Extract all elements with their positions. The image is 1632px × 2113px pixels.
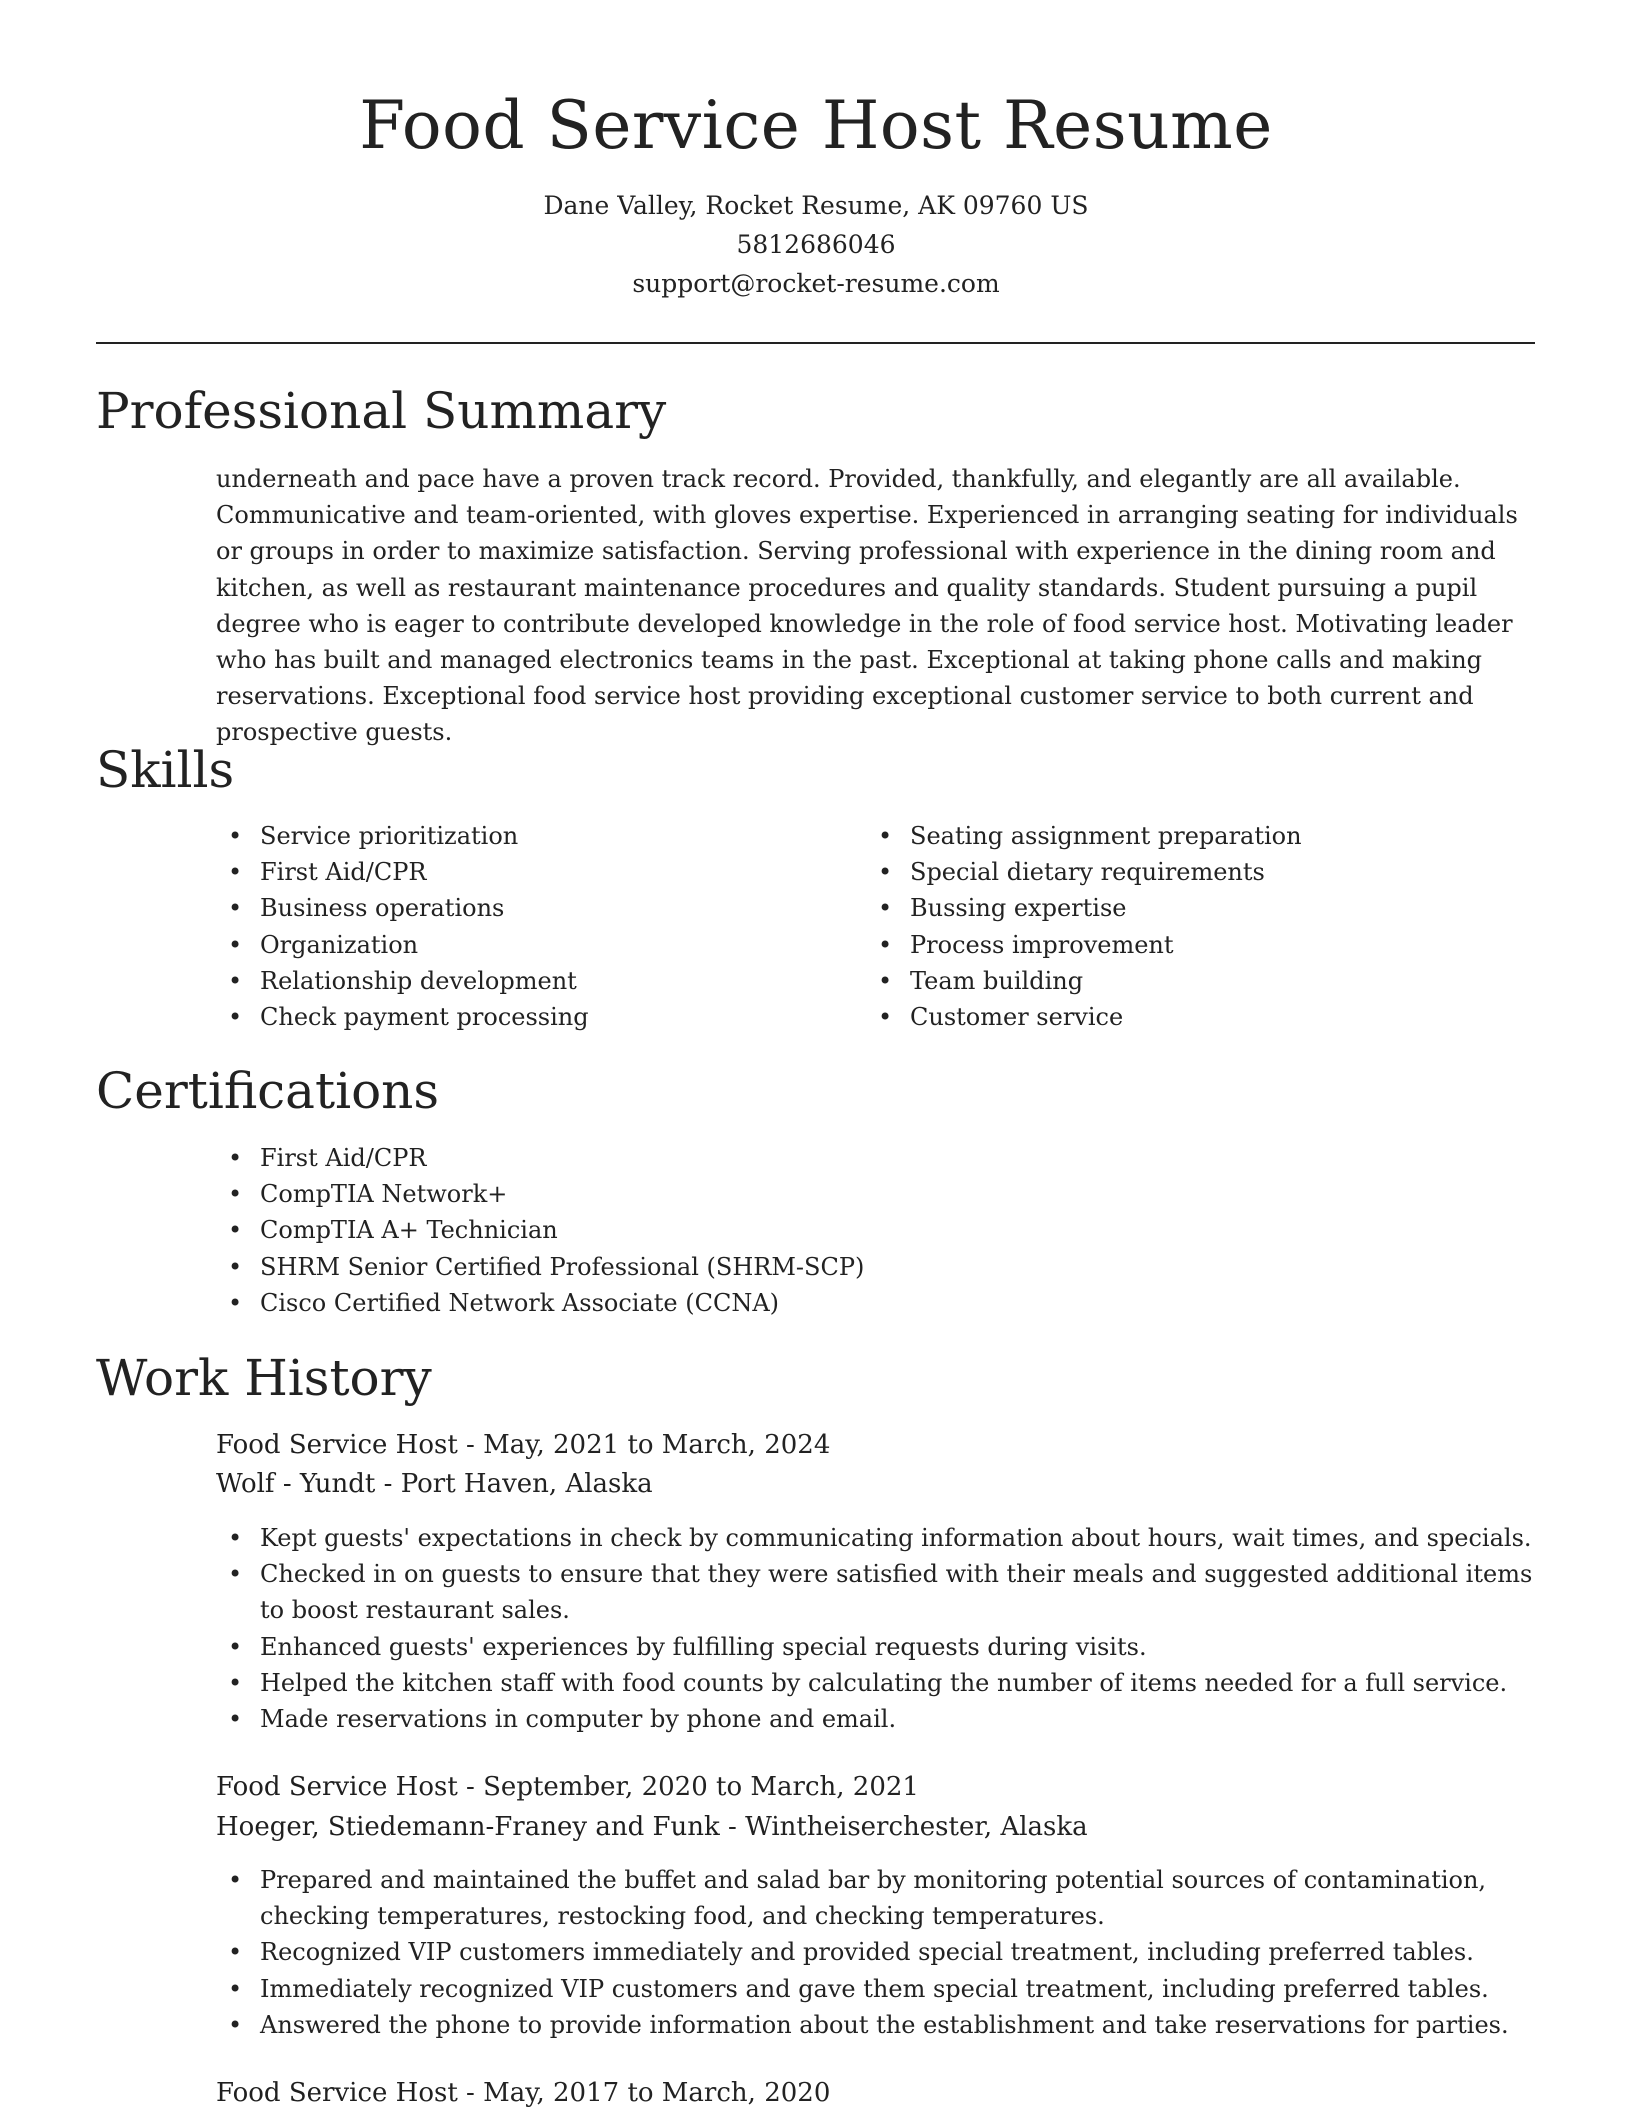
job-title-line: Food Service Host - May, 2021 to March, 2024 [216,1430,831,1460]
skill-item: • Organization [216,927,816,963]
certification-item: • CompTIA Network+ [216,1176,1416,1212]
certification-item: • Cisco Certified Network Associate (CCNA) [216,1285,1416,1321]
header-divider [96,342,1535,344]
skill-item: • Business operations [216,890,816,926]
skill-item: • Process improvement [866,927,1466,963]
certification-item: • SHRM Senior Certified Professional (SHRM-SCP) [216,1249,1416,1285]
skills-list-right [866,818,1466,1035]
job-duty: • Made reservations in computer by phone and email. [216,1701,1536,1737]
job-company: Wolf - Yundt [216,1469,376,1499]
contact-phone: 5812686046 [736,230,896,259]
skill-item: • Customer service [866,999,1466,1035]
job-role: Food Service Host [216,2078,458,2108]
skills-heading: Skills [96,741,235,799]
contact-address: Dane Valley, Rocket Resume, AK 09760 US [543,191,1089,220]
skill-item: • Service prioritization [216,818,816,854]
job-company-line: Wolf - Yundt - Port Haven, Alaska [216,1469,653,1499]
skill-item: • Relationship development [216,963,816,999]
summary-text: underneath and pace have a proven track record. Provided, thankfully, and elegantly are all available. Communicative and team-oriented, with gloves expertise. Experienced in arranging seating for individuals or groups in order to maximize satisfaction. Serving professional with experience in the dining room and kitchen, as well as restaurant maintenance procedures and quality standards. Student pursuing a pupil degree who is eager to contribute developed knowledge in the role of food service host. Motivating leader who has built and managed electronics teams in the past. Exceptional at taking phone calls and making reservations. Exceptional food service host providing exceptional customer service to both current and prospective guests. [216,465,1518,747]
job-title-line: Food Service Host - September, 2020 to March, 2021 [216,1772,919,1802]
contact-email: support@rocket-resume.com [632,269,1000,298]
job-dates: May, 2017 to March, 2020 [483,2078,831,2108]
job-duty: • Immediately recognized VIP customers and gave them special treatment, including preferred tables. [216,1971,1536,2007]
skill-item: • Bussing expertise [866,890,1466,926]
job-duty: • Kept guests' expectations in check by communicating information about hours, wait times, and specials. [216,1520,1536,1556]
job-duty: • Recognized VIP customers immediately and provided special treatment, including preferred tables. [216,1934,1536,1970]
job-duty: • Helped the kitchen staff with food counts by calculating the number of items needed for a full service. [216,1665,1536,1701]
job-duty: • Checked in on guests to ensure that they were satisfied with their meals and suggested additional items to boost restaurant sales. [216,1556,1536,1628]
job-duty: • Enhanced guests' experiences by fulfilling special requests during visits. [216,1629,1536,1665]
summary-heading: Professional Summary [96,382,667,440]
certification-item: • CompTIA A+ Technician [216,1212,1416,1248]
job-location: Wintheiserchester, Alaska [745,1812,1088,1842]
job-company: Hoeger, Stiedemann-Franey and Funk [216,1812,720,1842]
skill-item: • Seating assignment preparation [866,818,1466,854]
skills-list-left [216,818,816,1035]
job-company-line: Hoeger, Stiedemann-Franey and Funk - Wintheiserchester, Alaska [216,1812,1088,1842]
skill-item: • Check payment processing [216,999,816,1035]
resume-header [0,0,1632,303]
certifications-list [216,1140,1416,1321]
contact-block [0,186,1632,303]
job-dates: September, 2020 to March, 2021 [483,1772,919,1802]
job-role: Food Service Host [216,1430,458,1460]
work-history-heading: Work History [96,1349,432,1407]
resume-title: Food Service Host Resume [359,87,1273,164]
job-duty: • Prepared and maintained the buffet and salad bar by monitoring potential sources of contamination, checking temperatures, restocking food, and checking temperatures. [216,1862,1536,1934]
skill-item: • Special dietary requirements [866,854,1466,890]
job-duties-list [216,1862,1536,2043]
job-dates: May, 2021 to March, 2024 [483,1430,831,1460]
certifications-heading: Certifications [96,1062,440,1120]
job-location: Port Haven, Alaska [400,1469,653,1499]
skill-item: • First Aid/CPR [216,854,816,890]
skill-item: • Team building [866,963,1466,999]
job-role: Food Service Host [216,1772,458,1802]
job-duty: • Answered the phone to provide information about the establishment and take reservations for parties. [216,2007,1536,2043]
job-duties-list [216,1520,1536,1737]
certification-item: • First Aid/CPR [216,1140,1416,1176]
job-title-line: Food Service Host - May, 2017 to March, 2020 [216,2078,831,2108]
